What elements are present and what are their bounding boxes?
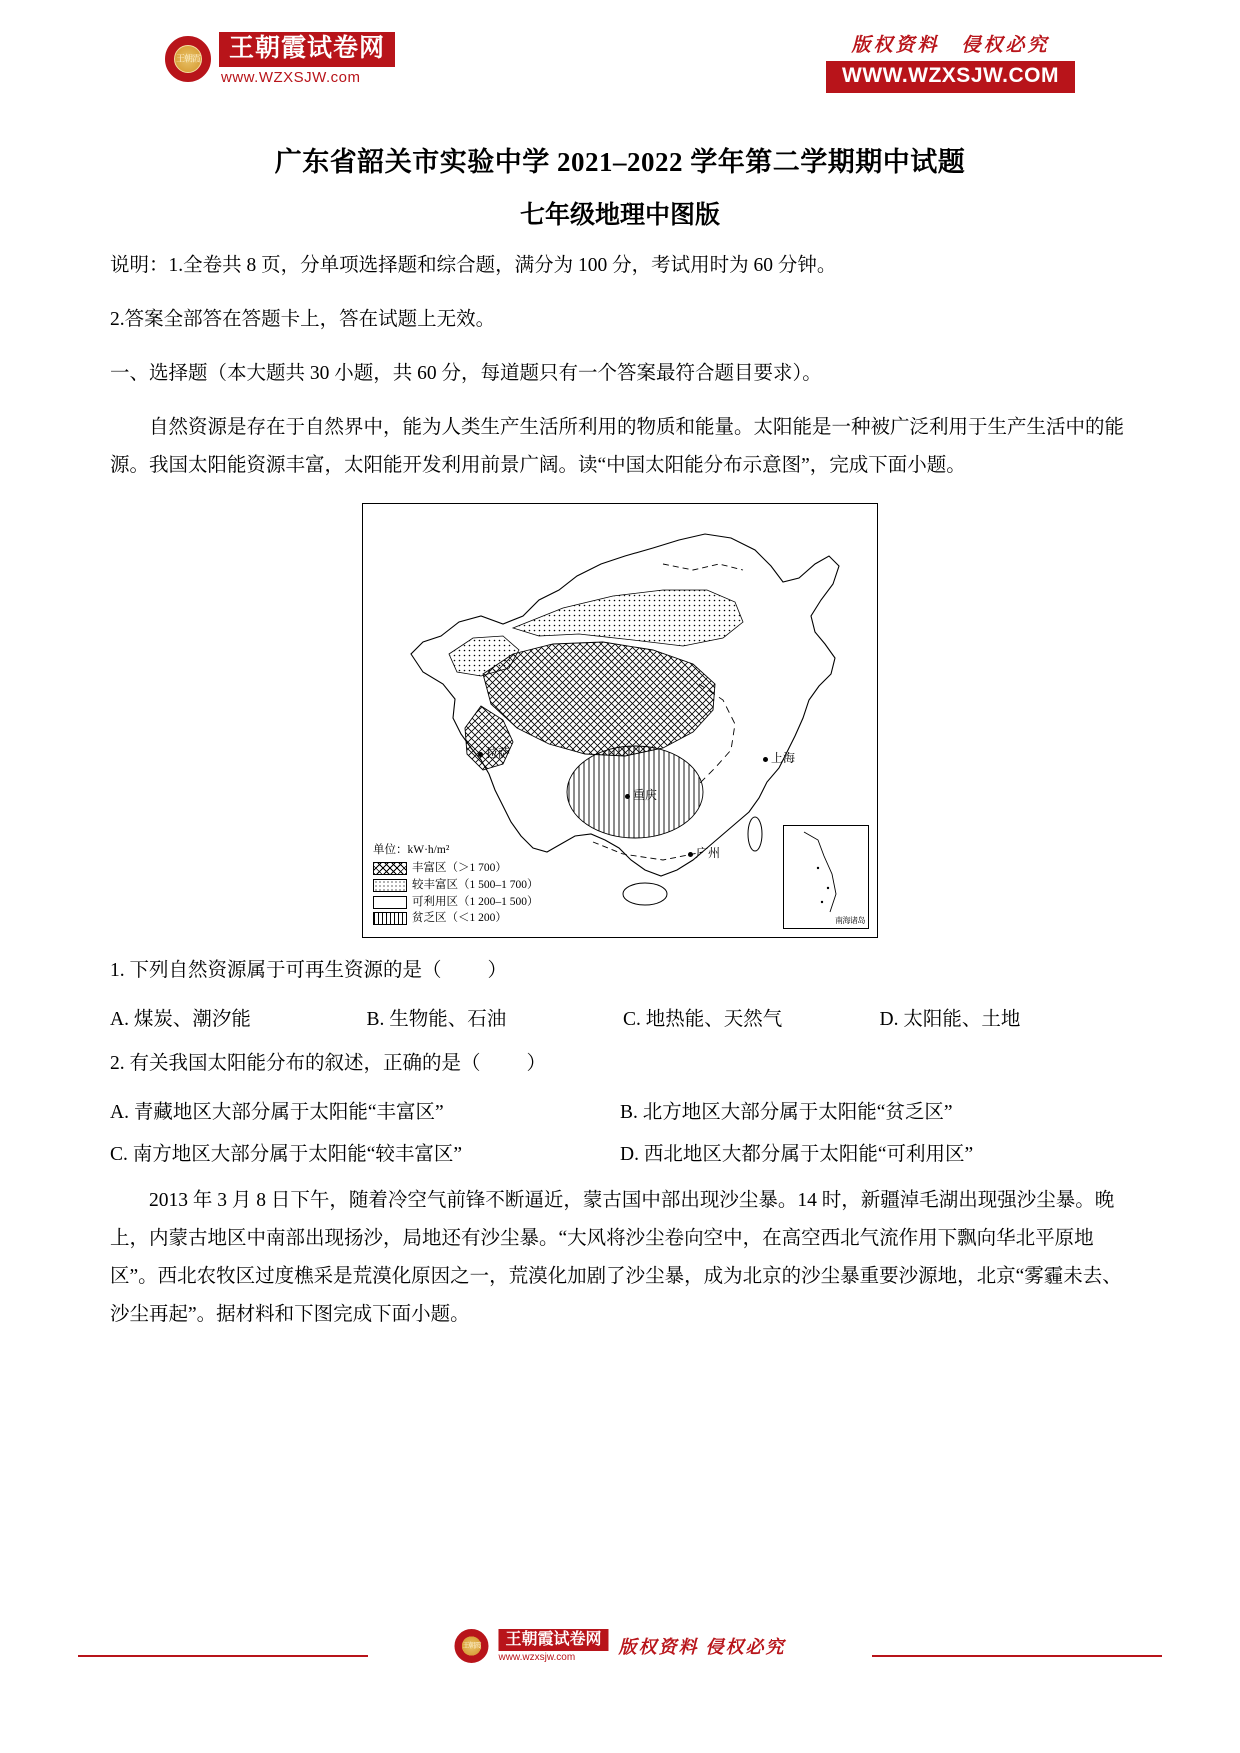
section-heading-choice: 一、选择题（本大题共 30 小题，共 60 分，每道题只有一个答案最符合题目要求）。	[110, 363, 822, 385]
china-solar-energy-map	[362, 503, 878, 938]
brand-url: www.WZXSJW.com	[221, 68, 361, 86]
footer-rule-right	[872, 1655, 1162, 1657]
map-city-lhasa: 拉萨	[478, 744, 510, 761]
legend-swatch-fairly-rich	[373, 879, 407, 892]
question-2-options-row-1	[110, 1096, 1130, 1124]
page-subtitle: 七年级地理中图版	[519, 202, 720, 229]
footer-rule-left	[78, 1655, 368, 1657]
legend-title: 单位：kW·h/m²	[373, 843, 450, 856]
inset-graphic	[784, 826, 868, 928]
seal-icon	[165, 36, 211, 82]
copyright-banner	[826, 30, 1075, 93]
page-header	[110, 0, 1130, 110]
passage-two: 2013 年 3 月 8 日下午，随着冷空气前锋不断逼近，蒙古国中部出现沙尘暴。14 时，新疆淖毛湖出现强沙尘暴。晚上，内蒙古地区中南部出现扬沙，局地还有沙尘暴。“大风将沙尘卷向空中，在高空西北气流作用下飘向华北平原地区”。西北农牧区过度樵采是荒漠化原因之一，荒漠化加剧了沙尘暴，成为北京的沙尘暴重要沙源地，北京“雾霾未去、沙尘再起”。据材料和下图完成下面小题。	[110, 1190, 1122, 1326]
brand-name: 王朝霞试卷网	[219, 32, 395, 67]
map-city-guangzhou: 广州	[688, 844, 720, 861]
footer-brand-name: 王朝霞试卷网	[498, 1629, 608, 1651]
legend-row	[373, 860, 539, 877]
option-a[interactable]: A. 青藏地区大部分属于太阳能“丰富区”	[110, 1102, 444, 1124]
legend-label: 可利用区（1 200–1 500）	[412, 895, 539, 908]
passage-one: 自然资源是存在于自然界中，能为人类生产生活所利用的物质和能量。太阳能是一种被广泛利用于生产生活中的能源。我国太阳能资源丰富，太阳能开发利用前景广阔。读“中国太阳能分布示意图”，完成下面小题。	[110, 417, 1125, 477]
question-2-options-row-2	[110, 1138, 1130, 1166]
footer-brand-block	[498, 1629, 608, 1663]
legend-label: 丰富区（＞1 700）	[412, 862, 507, 875]
legend-swatch-rich	[373, 862, 407, 875]
page-title: 广东省韶关市实验中学 2021–2022 学年第二学期期中试题	[274, 147, 966, 177]
footer-brand-url: www.wzxsjw.com	[498, 1652, 576, 1664]
legend-row	[373, 894, 539, 911]
seal-text: 王朝霞	[175, 53, 200, 64]
city-dot-icon	[763, 757, 768, 762]
legend-row	[373, 877, 539, 894]
inset-label: 南海诸岛	[835, 916, 865, 926]
option-b[interactable]: B. 北方地区大部分属于太阳能“贫乏区”	[620, 1102, 953, 1124]
legend-swatch-usable	[373, 896, 407, 909]
map-inset-south-china-sea	[783, 825, 869, 929]
option-b[interactable]: B. 生物能、石油	[366, 1009, 507, 1031]
option-c[interactable]: C. 地热能、天然气	[623, 1009, 783, 1031]
footer-slogan: 版权资料 侵权必究	[618, 1637, 786, 1658]
footer-seal-icon	[454, 1629, 488, 1663]
copyright-slogan: 版权资料 侵权必究	[851, 35, 1050, 56]
question-2-stem: 2. 有关我国太阳能分布的叙述，正确的是（ ）	[110, 1053, 547, 1075]
instruction-line-2: 2.答案全部答在答题卡上，答在试题上无效。	[110, 309, 496, 331]
map-city-shanghai: 上海	[763, 749, 795, 766]
page-footer	[0, 1629, 1240, 1699]
option-c[interactable]: C. 南方地区大部分属于太阳能“较丰富区”	[110, 1144, 463, 1166]
city-dot-icon	[478, 752, 483, 757]
city-dot-icon	[688, 852, 693, 857]
figure-container	[110, 503, 1130, 938]
map-city-chongqing: 重庆	[625, 786, 657, 803]
instruction-line-1: 说明：1.全卷共 8 页，分单项选择题和综合题，满分为 100 分，考试用时为 60 分钟。	[110, 255, 837, 276]
footer-seal-text: 王朝霞	[462, 1641, 481, 1650]
legend-label: 较丰富区（1 500–1 700）	[412, 879, 539, 892]
site-url-bar: WWW.WZXSJW.COM	[826, 61, 1075, 93]
option-d[interactable]: D. 太阳能、土地	[879, 1009, 1021, 1031]
option-a[interactable]: A. 煤炭、潮汐能	[110, 1009, 251, 1031]
option-d[interactable]: D. 西北地区大都分属于太阳能“可利用区”	[620, 1144, 974, 1166]
map-legend	[373, 842, 539, 927]
legend-swatch-poor	[373, 912, 407, 925]
question-1-stem: 1. 下列自然资源属于可再生资源的是（ ）	[110, 960, 508, 982]
brand-block	[219, 32, 395, 86]
city-dot-icon	[625, 794, 630, 799]
site-logo-left	[165, 32, 395, 86]
legend-label: 贫乏区（＜1 200）	[412, 912, 507, 925]
question-1-options	[110, 1003, 1130, 1031]
footer-brand	[454, 1629, 785, 1663]
legend-row	[373, 910, 539, 927]
